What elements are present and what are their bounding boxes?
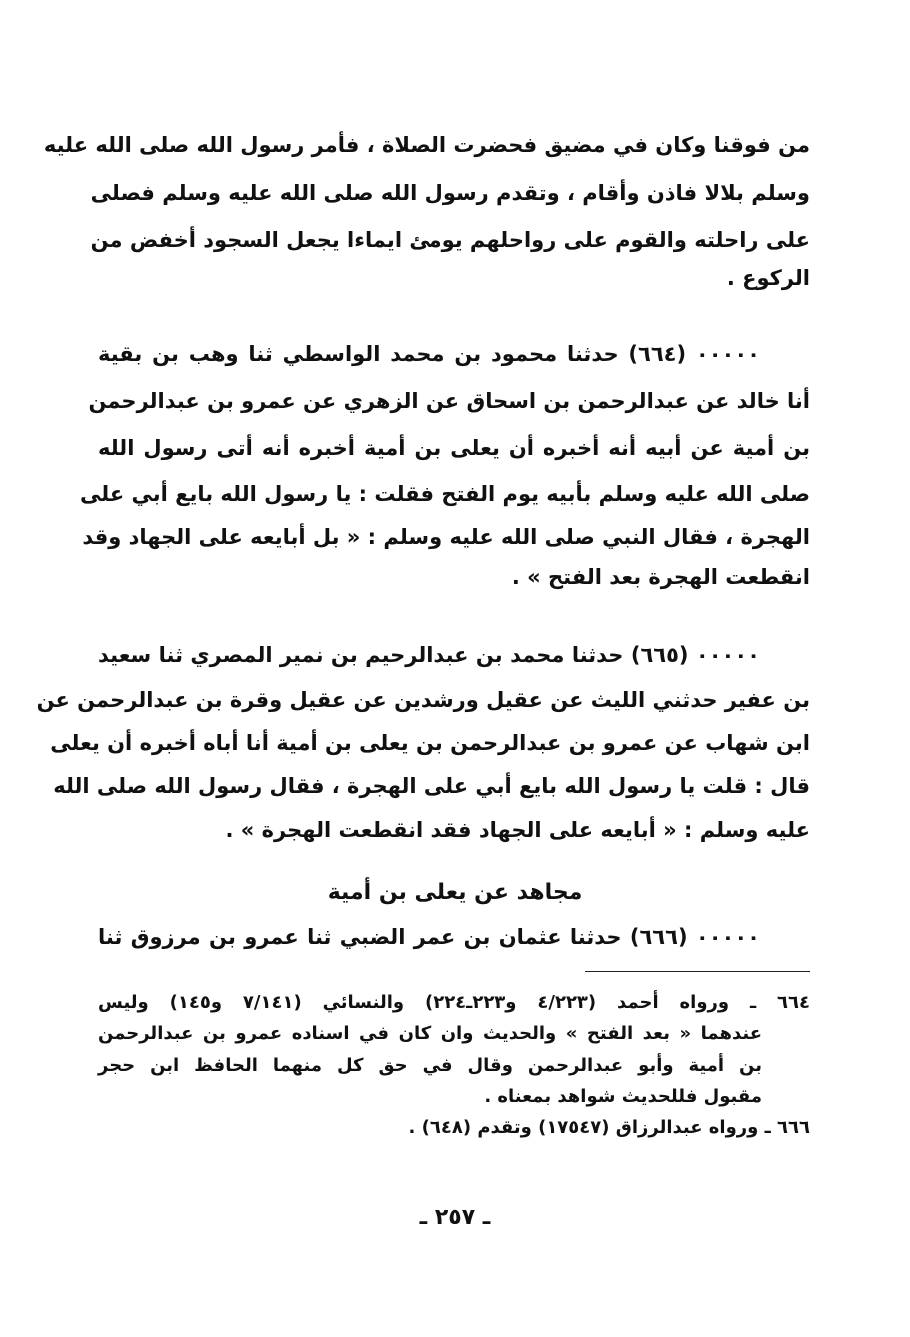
- footnote-664-line-2: عندهما « بعد الفتح » والحديث وان كان في اسناده عمرو بن عبدالرحمن: [98, 1023, 762, 1044]
- section-heading: مجاهد عن يعلى بن أمية: [327, 880, 583, 905]
- hadith-665-line-1: ٠٠٠٠٠ (٦٦٥) حدثنا محمد بن عبدالرحيم بن نمير المصري ثنا سعيد: [98, 643, 760, 667]
- paragraph-1-line-2: وسلم بلالا فاذن وأقام ، وتقدم رسول الله صلى الله عليه وسلم فصلى: [90, 181, 810, 205]
- hadith-664-line-6: انقطعت الهجرة بعد الفتح » .: [511, 565, 810, 589]
- hadith-665-line-3: ابن شهاب عن عمرو بن عبدالرحمن بن يعلى بن أمية أنا أباه أخبره أن يعلى: [50, 731, 810, 755]
- paragraph-1-line-3: على راحلته والقوم على رواحلهم يومئ ايماءا يجعل السجود أخفض من: [90, 228, 810, 252]
- hadith-664-line-2: أنا خالد عن عبدالرحمن بن اسحاق عن الزهري عن عمرو بن عبدالرحمن: [88, 389, 810, 413]
- footnote-664-line-1: ٦٦٤ ـ ورواه أحمد (٤/٢٢٣ و٢٢٣ـ٢٢٤) والنسائي (٧/١٤١ و١٤٥) وليس: [98, 992, 810, 1013]
- footnote-666: ٦٦٦ ـ ورواه عبدالرزاق (١٧٥٤٧) وتقدم (٦٤٨) .: [408, 1117, 810, 1138]
- hadith-664-line-3: بن أمية عن أبيه أنه أخبره أن يعلى بن أمية أخبره أنه أتى رسول الله: [98, 436, 810, 460]
- page-number: ـ ٢٥٧ ـ: [419, 1205, 491, 1230]
- hadith-665-line-5: عليه وسلم : « أبايعه على الجهاد فقد انقطعت الهجرة » .: [225, 818, 810, 842]
- paragraph-1-line-4: الركوع .: [726, 266, 810, 290]
- footnote-separator: [585, 971, 810, 972]
- paragraph-1-line-1: من فوقنا وكان في مضيق فحضرت الصلاة ، فأمر رسول الله صلى الله عليه: [43, 133, 810, 157]
- hadith-664-line-1: ٠٠٠٠٠ (٦٦٤) حدثنا محمود بن محمد الواسطي ثنا وهب بن بقية: [98, 342, 760, 366]
- hadith-664-line-4: صلى الله عليه وسلم بأبيه يوم الفتح فقلت : يا رسول الله بايع أبي على: [80, 482, 810, 506]
- footnote-664-line-4: مقبول فللحديث شواهد بمعناه .: [484, 1086, 762, 1107]
- hadith-665-line-2: بن عفير حدثني الليث عن عقيل ورشدين عن عقيل وقرة بن عبدالرحمن عن: [36, 688, 810, 712]
- footnote-664-line-3: بن أمية وأبو عبدالرحمن وقال في حق كل منهما الحافظ ابن حجر: [98, 1055, 762, 1076]
- hadith-666-line-1: ٠٠٠٠٠ (٦٦٦) حدثنا عثمان بن عمر الضبي ثنا عمرو بن مرزوق ثنا: [98, 925, 760, 949]
- hadith-664-line-5: الهجرة ، فقال النبي صلى الله عليه وسلم : « بل أبايعه على الجهاد وقد: [82, 525, 810, 549]
- hadith-665-line-4: قال : قلت يا رسول الله بايع أبي على الهجرة ، فقال رسول الله صلى الله: [53, 774, 810, 798]
